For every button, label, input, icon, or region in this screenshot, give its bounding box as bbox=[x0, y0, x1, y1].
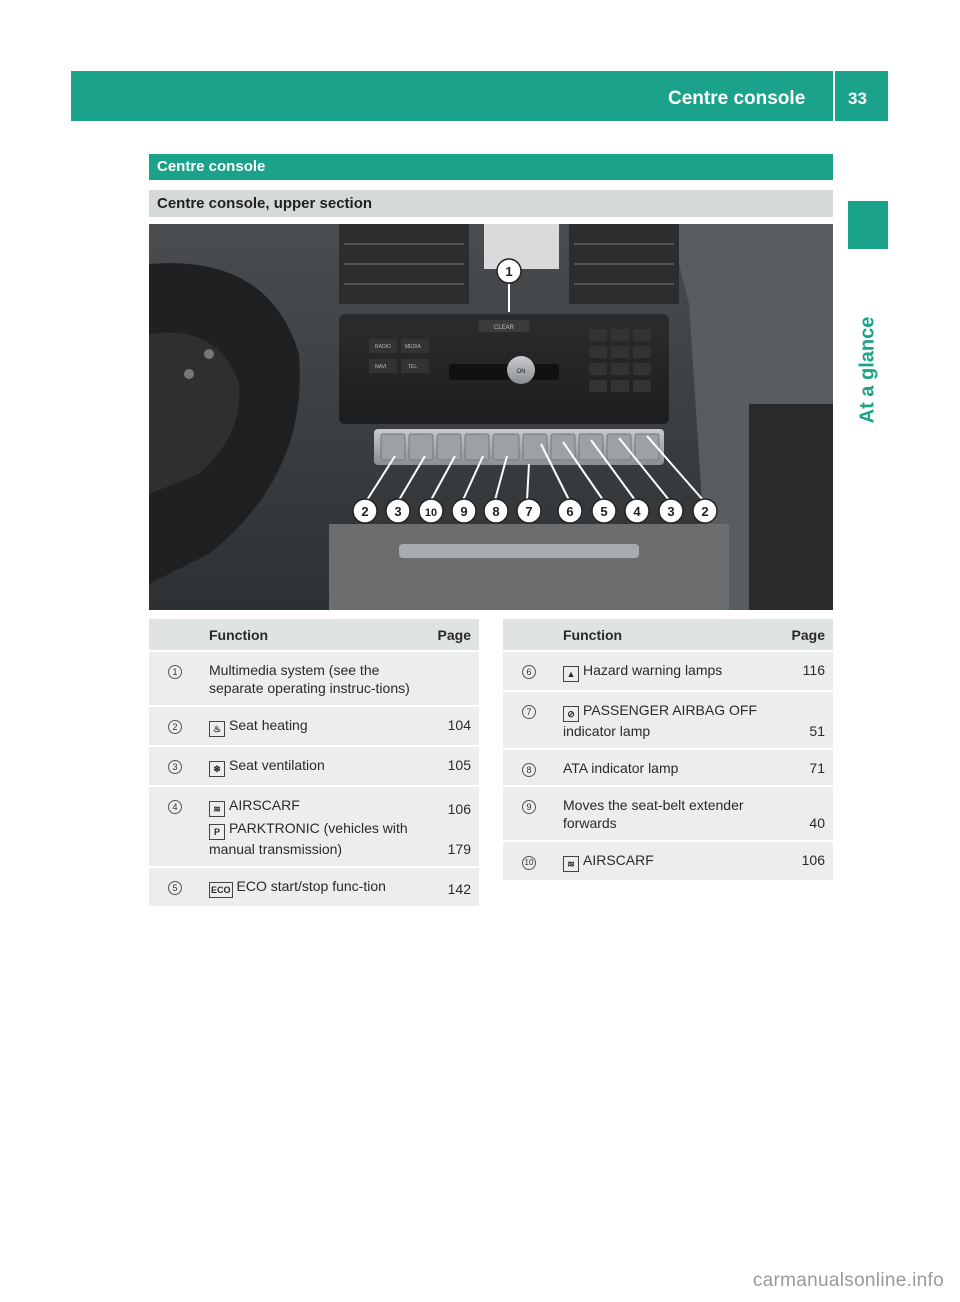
clear-button-label: CLEAR bbox=[493, 325, 515, 331]
table-row bbox=[149, 706, 479, 746]
table-row bbox=[503, 786, 833, 841]
page-ref-primary: 106 bbox=[447, 801, 471, 817]
callout-4 bbox=[625, 499, 649, 523]
page-ref: 51 bbox=[773, 691, 833, 749]
centre-console-illustration bbox=[149, 224, 833, 610]
table-row bbox=[149, 786, 479, 867]
chapter-tab bbox=[848, 201, 888, 249]
callout-7 bbox=[517, 499, 541, 523]
function-table-left bbox=[149, 619, 479, 908]
function-text: ATA indicator lamp bbox=[563, 760, 679, 776]
airbag-off-icon: ⊘ bbox=[563, 706, 579, 722]
function-header: Function bbox=[201, 619, 419, 651]
item-number: 2 bbox=[168, 720, 182, 734]
page-ref bbox=[419, 786, 479, 867]
svg-text:8: 8 bbox=[492, 504, 500, 519]
centre-console-photo bbox=[149, 224, 833, 610]
table-row bbox=[503, 749, 833, 786]
on-knob-label: ON bbox=[516, 369, 526, 375]
item-number: 9 bbox=[522, 800, 536, 814]
tel-button-label: TEL bbox=[408, 364, 418, 370]
svg-text:4: 4 bbox=[633, 504, 641, 519]
airscarf-icon: ≋ bbox=[209, 801, 225, 817]
item-number: 10 bbox=[522, 856, 536, 870]
item-number: 4 bbox=[168, 800, 182, 814]
table-row bbox=[503, 841, 833, 881]
svg-text:5: 5 bbox=[600, 504, 608, 519]
seat-ventilation-icon: ❄ bbox=[209, 761, 225, 777]
function-text: Seat heating bbox=[229, 717, 308, 733]
header-separator bbox=[833, 71, 835, 121]
num-header bbox=[503, 619, 555, 651]
svg-text:7: 7 bbox=[525, 504, 533, 519]
svg-text:2: 2 bbox=[361, 504, 369, 519]
page-ref bbox=[419, 651, 479, 706]
page-ref: 105 bbox=[419, 746, 479, 786]
callout-8 bbox=[484, 499, 508, 523]
function-text: PASSENGER AIRBAG OFF indicator lamp bbox=[563, 702, 758, 739]
chapter-label: At a glance bbox=[856, 316, 879, 424]
function-header: Function bbox=[555, 619, 773, 651]
svg-text:3: 3 bbox=[394, 504, 402, 519]
item-number: 6 bbox=[522, 665, 536, 679]
svg-text:1: 1 bbox=[505, 264, 513, 279]
callout-1 bbox=[497, 259, 521, 283]
function-table-right bbox=[503, 619, 833, 882]
page-header: Page bbox=[419, 619, 479, 651]
svg-text:9: 9 bbox=[460, 504, 468, 519]
function-text: Seat ventilation bbox=[229, 757, 325, 773]
page-ref: 40 bbox=[773, 786, 833, 841]
item-number: 8 bbox=[522, 763, 536, 777]
section-title: Centre console bbox=[149, 154, 833, 180]
item-number: 1 bbox=[168, 665, 182, 679]
callout-6 bbox=[558, 499, 582, 523]
table-row bbox=[149, 867, 479, 907]
svg-text:3: 3 bbox=[667, 504, 675, 519]
eco-icon: ECO bbox=[209, 882, 233, 898]
parktronic-off-icon: P bbox=[209, 824, 225, 840]
subsection-title: Centre console, upper section bbox=[149, 190, 833, 217]
seat-heating-icon: ♨ bbox=[209, 721, 225, 737]
table-row bbox=[149, 746, 479, 786]
page-ref: 142 bbox=[419, 867, 479, 907]
hazard-icon: ▲ bbox=[563, 666, 579, 682]
airscarf-icon: ≋ bbox=[563, 856, 579, 872]
item-number: 7 bbox=[522, 705, 536, 719]
num-header bbox=[149, 619, 201, 651]
function-text: Moves the seat-belt extender forwards bbox=[563, 797, 744, 831]
function-text: AIRSCARF bbox=[229, 797, 300, 813]
page-ref: 116 bbox=[773, 651, 833, 691]
page-number: 33 bbox=[848, 89, 867, 108]
page-ref: 106 bbox=[773, 841, 833, 881]
svg-text:10: 10 bbox=[424, 507, 438, 519]
table-row bbox=[503, 651, 833, 691]
callout-2-right bbox=[693, 499, 717, 523]
callout-2-left bbox=[353, 499, 377, 523]
callout-3-right bbox=[659, 499, 683, 523]
media-button-label: MEDIA bbox=[405, 344, 421, 350]
item-number: 5 bbox=[168, 881, 182, 895]
callout-10 bbox=[419, 499, 443, 523]
callout-5 bbox=[592, 499, 616, 523]
header-title: Centre console bbox=[668, 88, 806, 109]
table-row bbox=[503, 691, 833, 749]
radio-button-label: RADIO bbox=[375, 344, 391, 350]
function-text: Hazard warning lamps bbox=[583, 662, 723, 678]
table-row bbox=[149, 651, 479, 706]
svg-text:2: 2 bbox=[701, 504, 709, 519]
page-header: Page bbox=[773, 619, 833, 651]
svg-text:6: 6 bbox=[566, 504, 574, 519]
navi-button-label: NAVI bbox=[375, 364, 387, 370]
page-ref: 104 bbox=[419, 706, 479, 746]
page-ref: 71 bbox=[773, 749, 833, 786]
page-ref-secondary: 179 bbox=[447, 841, 471, 857]
callout-3-left bbox=[386, 499, 410, 523]
function-text: AIRSCARF bbox=[583, 852, 654, 868]
function-text-secondary: PARKTRONIC (vehicles with manual transmission) bbox=[209, 820, 408, 857]
item-number: 3 bbox=[168, 760, 182, 774]
watermark[interactable]: carmanualsonline.info bbox=[752, 1270, 944, 1291]
function-text: Multimedia system (see the separate operating instruc-tions) bbox=[209, 662, 410, 696]
callout-9 bbox=[452, 499, 476, 523]
function-text: ECO start/stop func-tion bbox=[236, 878, 386, 894]
